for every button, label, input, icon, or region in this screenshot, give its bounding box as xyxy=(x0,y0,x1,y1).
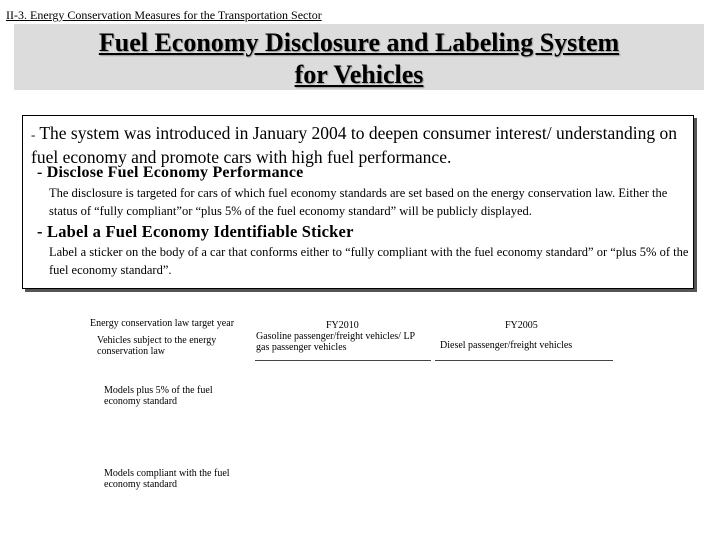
target-year-label: Energy conservation law target year xyxy=(90,318,235,329)
intro-dash: - xyxy=(31,127,36,142)
intro-text: The system was introduced in January 2004 to deepen consumer interest/ understanding on fuel economy and promote cars with high fuel performance. xyxy=(31,123,677,167)
section-heading-disclose: - Disclose Fuel Economy Performance xyxy=(37,164,304,181)
fy2010-label: FY2010 xyxy=(326,320,359,331)
page-title-line-2: for Vehicles xyxy=(294,60,424,89)
gasoline-vehicles-label: Gasoline passenger/freight vehicles/ LP gas passenger vehicles xyxy=(256,331,415,353)
section-body-disclose: The disclosure is targeted for cars of which fuel economy standards are set based on the energy conservation law. Either the status of “fully compliant”or “plus 5% of the fuel economy standard” will be publicly displayed. xyxy=(49,186,668,218)
breadcrumb: II-3. Energy Conservation Measures for the Transportation Sector xyxy=(6,8,322,22)
diesel-vehicles-label: Diesel passenger/freight vehicles xyxy=(440,340,573,351)
fy2005-label: FY2005 xyxy=(505,320,538,331)
section-body-sticker: Label a sticker on the body of a car that conforms either to “fully compliant with the fuel economy standard” or “plus 5% of the fuel economy standard”. xyxy=(49,245,689,277)
intro-paragraph xyxy=(31,122,686,169)
title-banner xyxy=(14,24,704,90)
page-title-line-1: Fuel Economy Disclosure and Labeling System xyxy=(98,28,620,57)
plus5-models-label: Models plus 5% of the fuel economy standard xyxy=(104,385,213,407)
diesel-column-rule xyxy=(435,360,613,361)
compliant-models-label: Models compliant with the fuel economy standard xyxy=(104,468,230,490)
vehicles-subject-label: Vehicles subject to the energy conservation law xyxy=(97,335,217,357)
gasoline-column-rule xyxy=(255,360,431,361)
summary-box xyxy=(22,115,694,289)
section-heading-sticker: - Label a Fuel Economy Identifiable Sticker xyxy=(37,222,354,241)
